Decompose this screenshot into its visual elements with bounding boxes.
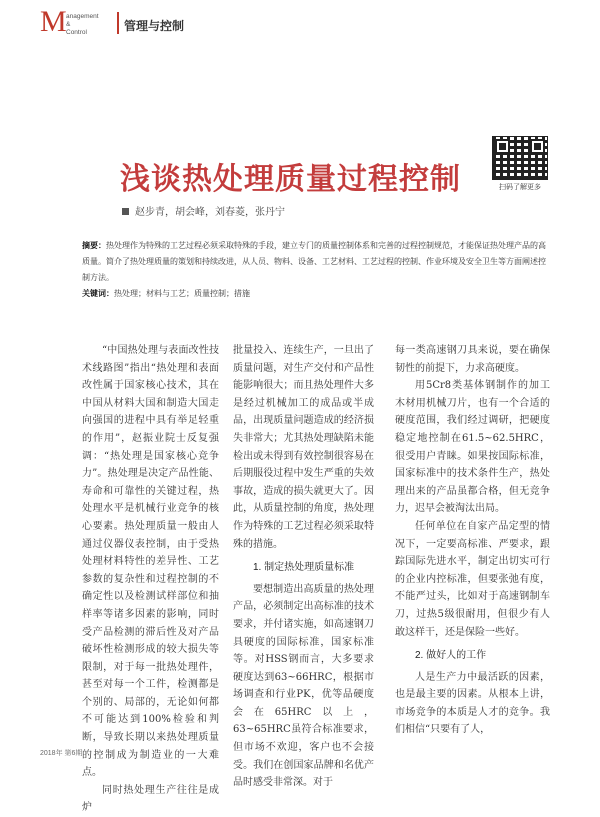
keywords (82, 286, 552, 302)
qr-caption: 扫码了解更多 (499, 184, 541, 191)
paragraph: 用5Cr8类基体钢制作的加工木材用机械刀片，也有一个合适的硬度范围，我们经过调研，把硬度稳定地控制在61.5~62.5HRC，很受用户青睐。如果按国际标准，国家标准中的技术条件生产，热处理出来的产品虽都合格，但无竞争力，迟早会被淘汰出局。 (395, 380, 550, 515)
column-1 (82, 342, 219, 817)
abstract-block (82, 238, 552, 302)
footer-issue: 2018年 第6期 (40, 750, 83, 757)
header-divider (117, 12, 119, 34)
section-heading-1: 1. 制定热处理质量标准 (253, 562, 355, 574)
authors-bullet-icon (122, 208, 129, 215)
paragraph: 同时热处理生产往往是成炉 (82, 784, 219, 814)
logo-subtitle (66, 13, 99, 37)
authors-text: 赵步青，胡会峰，刘春菱，张丹宁 (135, 207, 285, 218)
section-heading-2: 2. 做好人的工作 (415, 650, 487, 662)
paragraph: “中国热处理与表面改性技术线路图”指出“热处理和表面改性属于国家核心技术，其在中国从材料大国和制造大国走向强国的进程中具有举足轻重的作用”，赵振业院士反复强调：“热处理是国家核心竞争力”。热处理是决定产品性能、寿命和可靠性的关键过程，热处理水平是机械行业竞争的核心要素。热处理质量一般由人通过仪器仪表控制，由于受热处理材料特性的差异性、工艺参数的复杂性和过程控制的不确定性以及检测试样部位和抽样率等诸多因素的影响，同时受产品检测的滞后性及对产品破坏性检测形成的较大损失等限制，对于每一批热处理件，甚至对每一个工件，检测都是个别的、局部的，无论如何都不可能达到100%检验和判断，导致长期以来热处理质量的控制成为制造业的一大难点。 (82, 345, 219, 779)
column-3 (395, 342, 550, 739)
paragraph: 批量投入、连续生产，一旦出了质量问题，对生产交付和产品性能影响很大；而且热处理件大多是经过机械加工的成品或半成品，出现质量问题造成的经济损失非常大；尤其热处理缺陷未能检出或未得到有效控制很容易在后期服役过程中发生严重的失效事故，造成的损失就更大了。因此，从质量控制的角度，热处理作为特殊的工艺过程必须采取特殊的措施。 (233, 345, 374, 550)
paragraph: 人是生产力中最活跃的因素，也是最主要的因素。从根本上讲，市场竞争的本质是人才的竞争。我们相信“只要有了人， (395, 671, 550, 736)
logo-letter: M (40, 5, 67, 38)
logo-line-2: Control (66, 29, 87, 36)
paragraph: 每一类高速钢刀具来说，要在确保韧性的前提下，力求高硬度。 (395, 345, 550, 374)
abstract (82, 238, 552, 286)
keywords-label: 关键词： (82, 289, 114, 298)
paragraph: 要想制造出高质量的热处理产品，必须制定出高标准的技术要求，并付诸实施，如高速钢刀具硬度的国际标准，国家标准等。对HSS钢而言，大多要求硬度达到63~66HRC，根据市场调查和行业PK，优等品硬度会在65HRC以上，63~65HRC虽符合标准要求，但市场不欢迎，客户也不会接受。我们在创国家品牌和名优产品时感受非常深。对于 (233, 583, 374, 789)
article-authors (122, 203, 285, 218)
section-title: 管理与控制 (124, 19, 185, 33)
article-title: 浅谈热处理质量过程控制 (120, 163, 461, 196)
paragraph: 任何单位在自家产品定型的情况下，一定要高标准、严要求，跟踪国际先进水平，制定出切实可行的企业内控标准，但要张弛有度，不能严过头，比如对于高速钢制车刀，过热5级很耐用，但很少有人敢这样干，还是保险一些好。 (395, 520, 550, 638)
abstract-label: 摘要： (82, 241, 106, 250)
keywords-text: 热处理；材料与工艺；质量控制；措施 (114, 289, 250, 298)
column-2 (233, 342, 374, 792)
qr-code[interactable] (492, 136, 548, 180)
logo-line-1: anagement & (66, 13, 99, 28)
abstract-text: 热处理作为特殊的工艺过程必须采取特殊的手段，建立专门的质量控制体系和完善的过程控制规范，才能保证热处理产品的高质量。简介了热处理质量的策划和持续改进，从人员、物料、设备、工艺材料、工艺过程的控制、作业环境及安全卫生等方面阐述控制方法。 (82, 241, 546, 282)
